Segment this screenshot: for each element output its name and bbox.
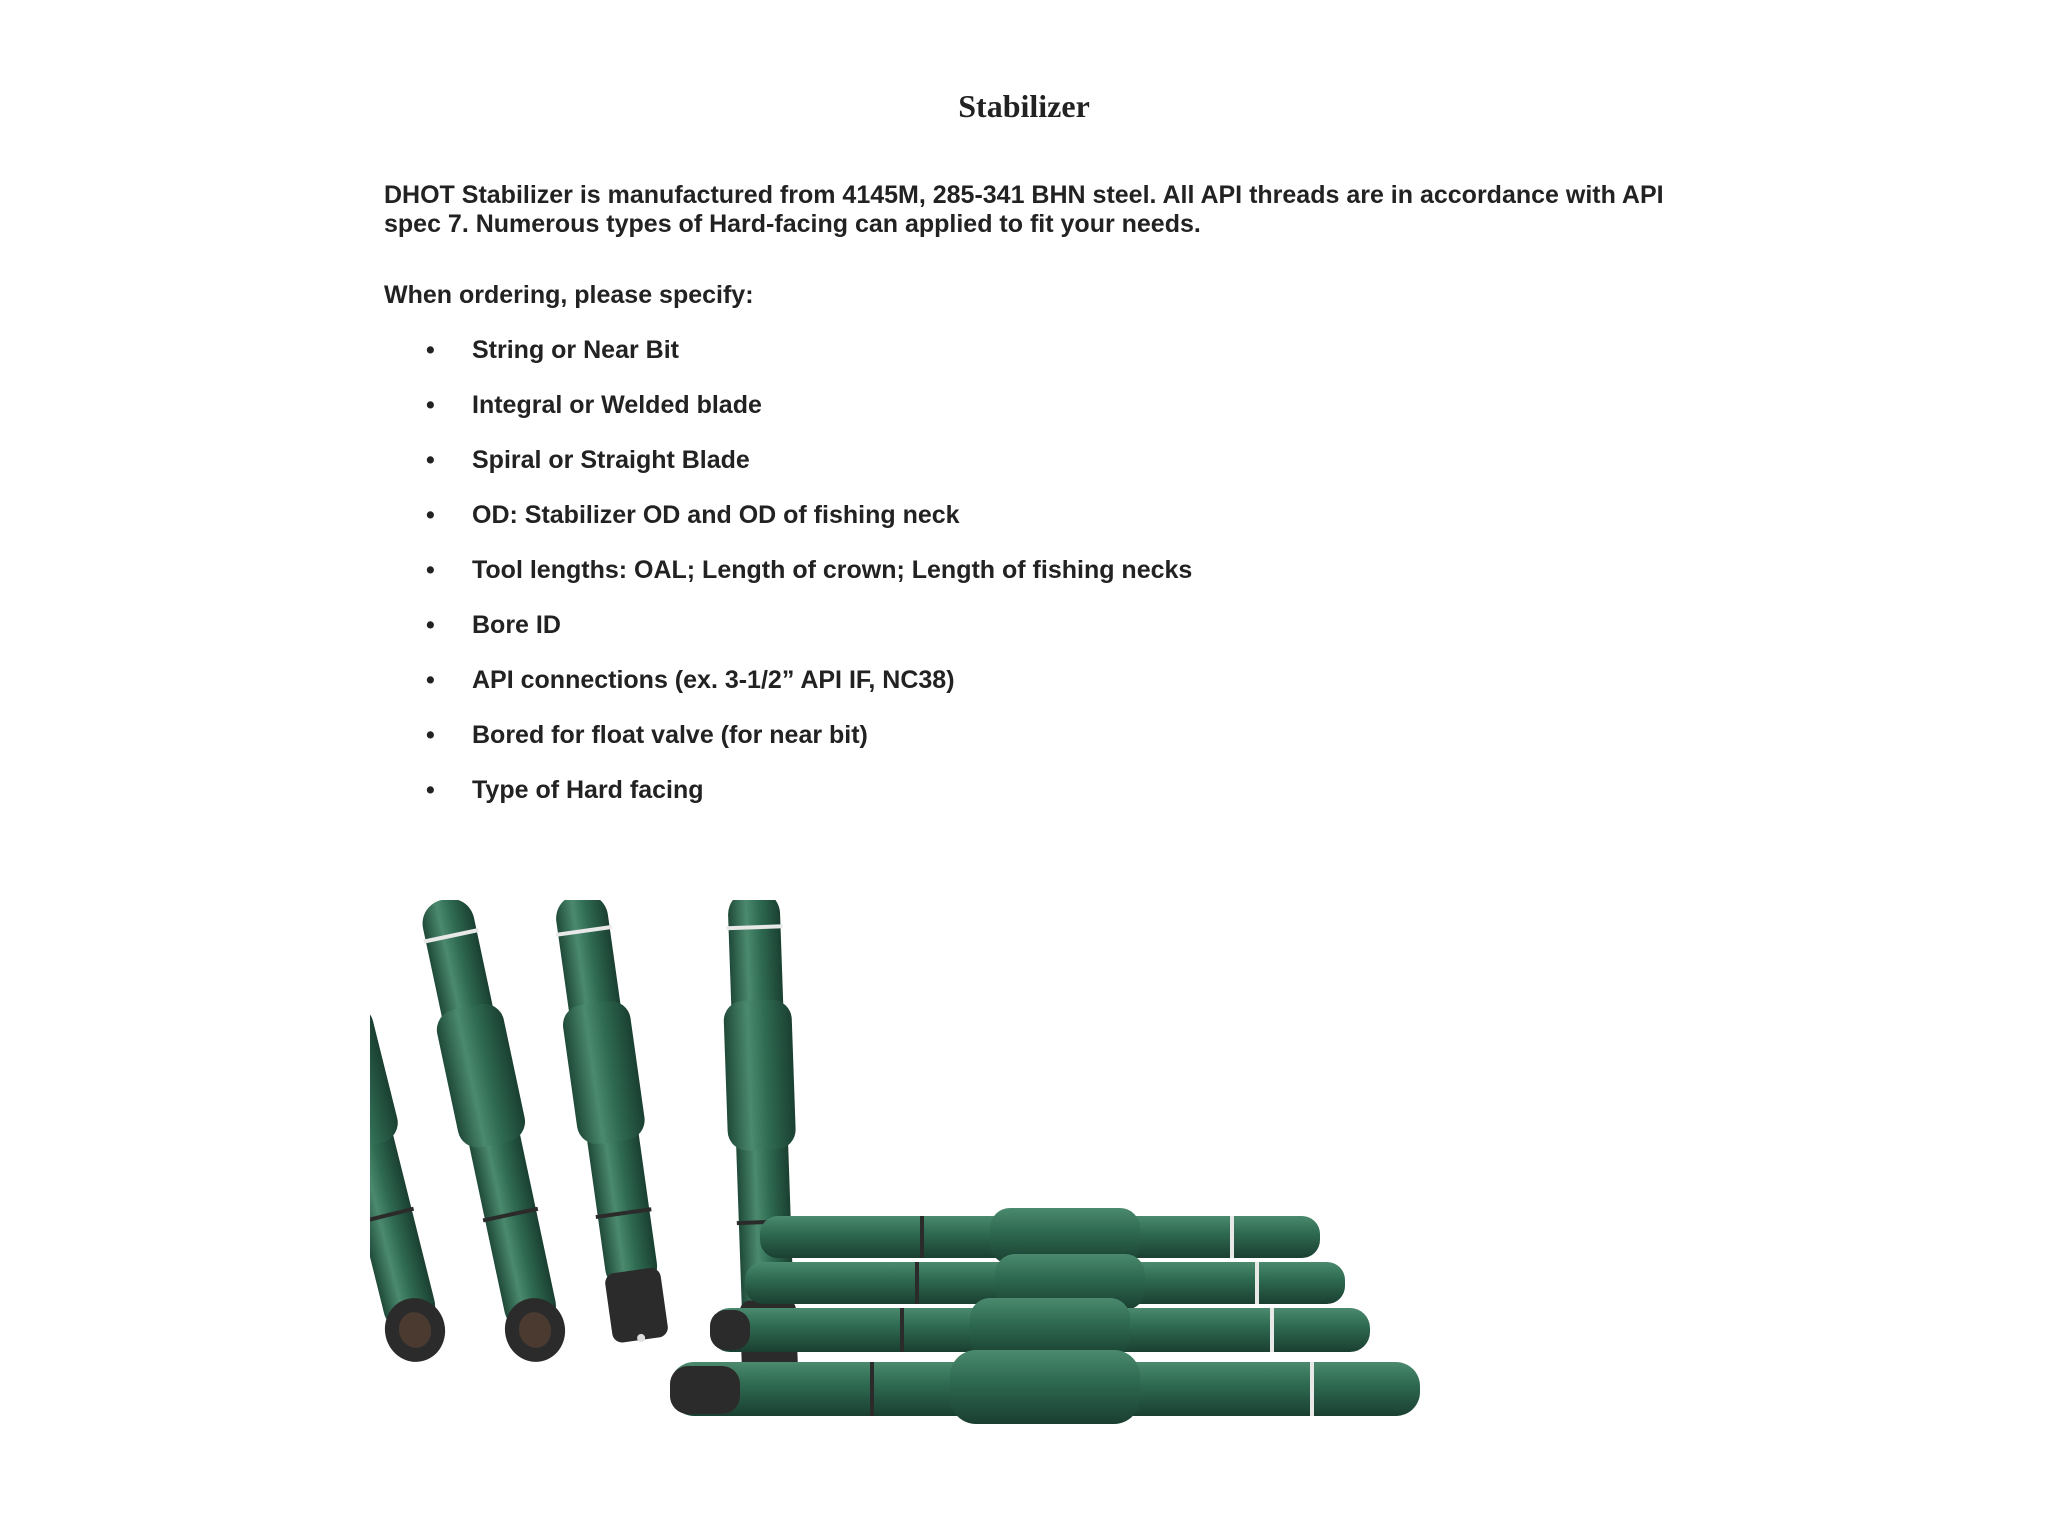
list-item-text: Type of Hard facing: [472, 776, 704, 804]
bullet-icon: •: [426, 721, 435, 749]
list-item-text: Spiral or Straight Blade: [472, 446, 750, 474]
bullet-icon: •: [426, 556, 435, 584]
list-item-text: String or Near Bit: [472, 336, 679, 364]
bullet-icon: •: [426, 666, 435, 694]
ordering-lead: When ordering, please specify:: [384, 281, 754, 309]
bullet-icon: •: [426, 336, 435, 364]
list-item-text: Integral or Welded blade: [472, 391, 762, 419]
bullet-icon: •: [426, 776, 435, 804]
stabilizer-tools-photo: [370, 900, 1670, 1460]
list-item-text: Bore ID: [472, 611, 561, 639]
list-item-text: OD: Stabilizer OD and OD of fishing neck: [472, 501, 960, 529]
page-title: Stabilizer: [958, 88, 1090, 124]
intro-paragraph: DHOT Stabilizer is manufactured from 4145M, 285-341 BHN steel. All API threads are in accordance with API spec 7. Numerous types of Hard-facing can applied to fit your needs.: [384, 181, 1664, 238]
list-item-text: API connections (ex. 3-1/2” API IF, NC38): [472, 666, 955, 694]
list-item-text: Bored for float valve (for near bit): [472, 721, 868, 749]
list-item-text: Tool lengths: OAL; Length of crown; Length of fishing necks: [472, 556, 1193, 584]
bullet-icon: •: [426, 446, 435, 474]
bullet-icon: •: [426, 391, 435, 419]
bullet-icon: •: [426, 611, 435, 639]
bullet-icon: •: [426, 501, 435, 529]
lying-stabilizers: [670, 1208, 1420, 1424]
